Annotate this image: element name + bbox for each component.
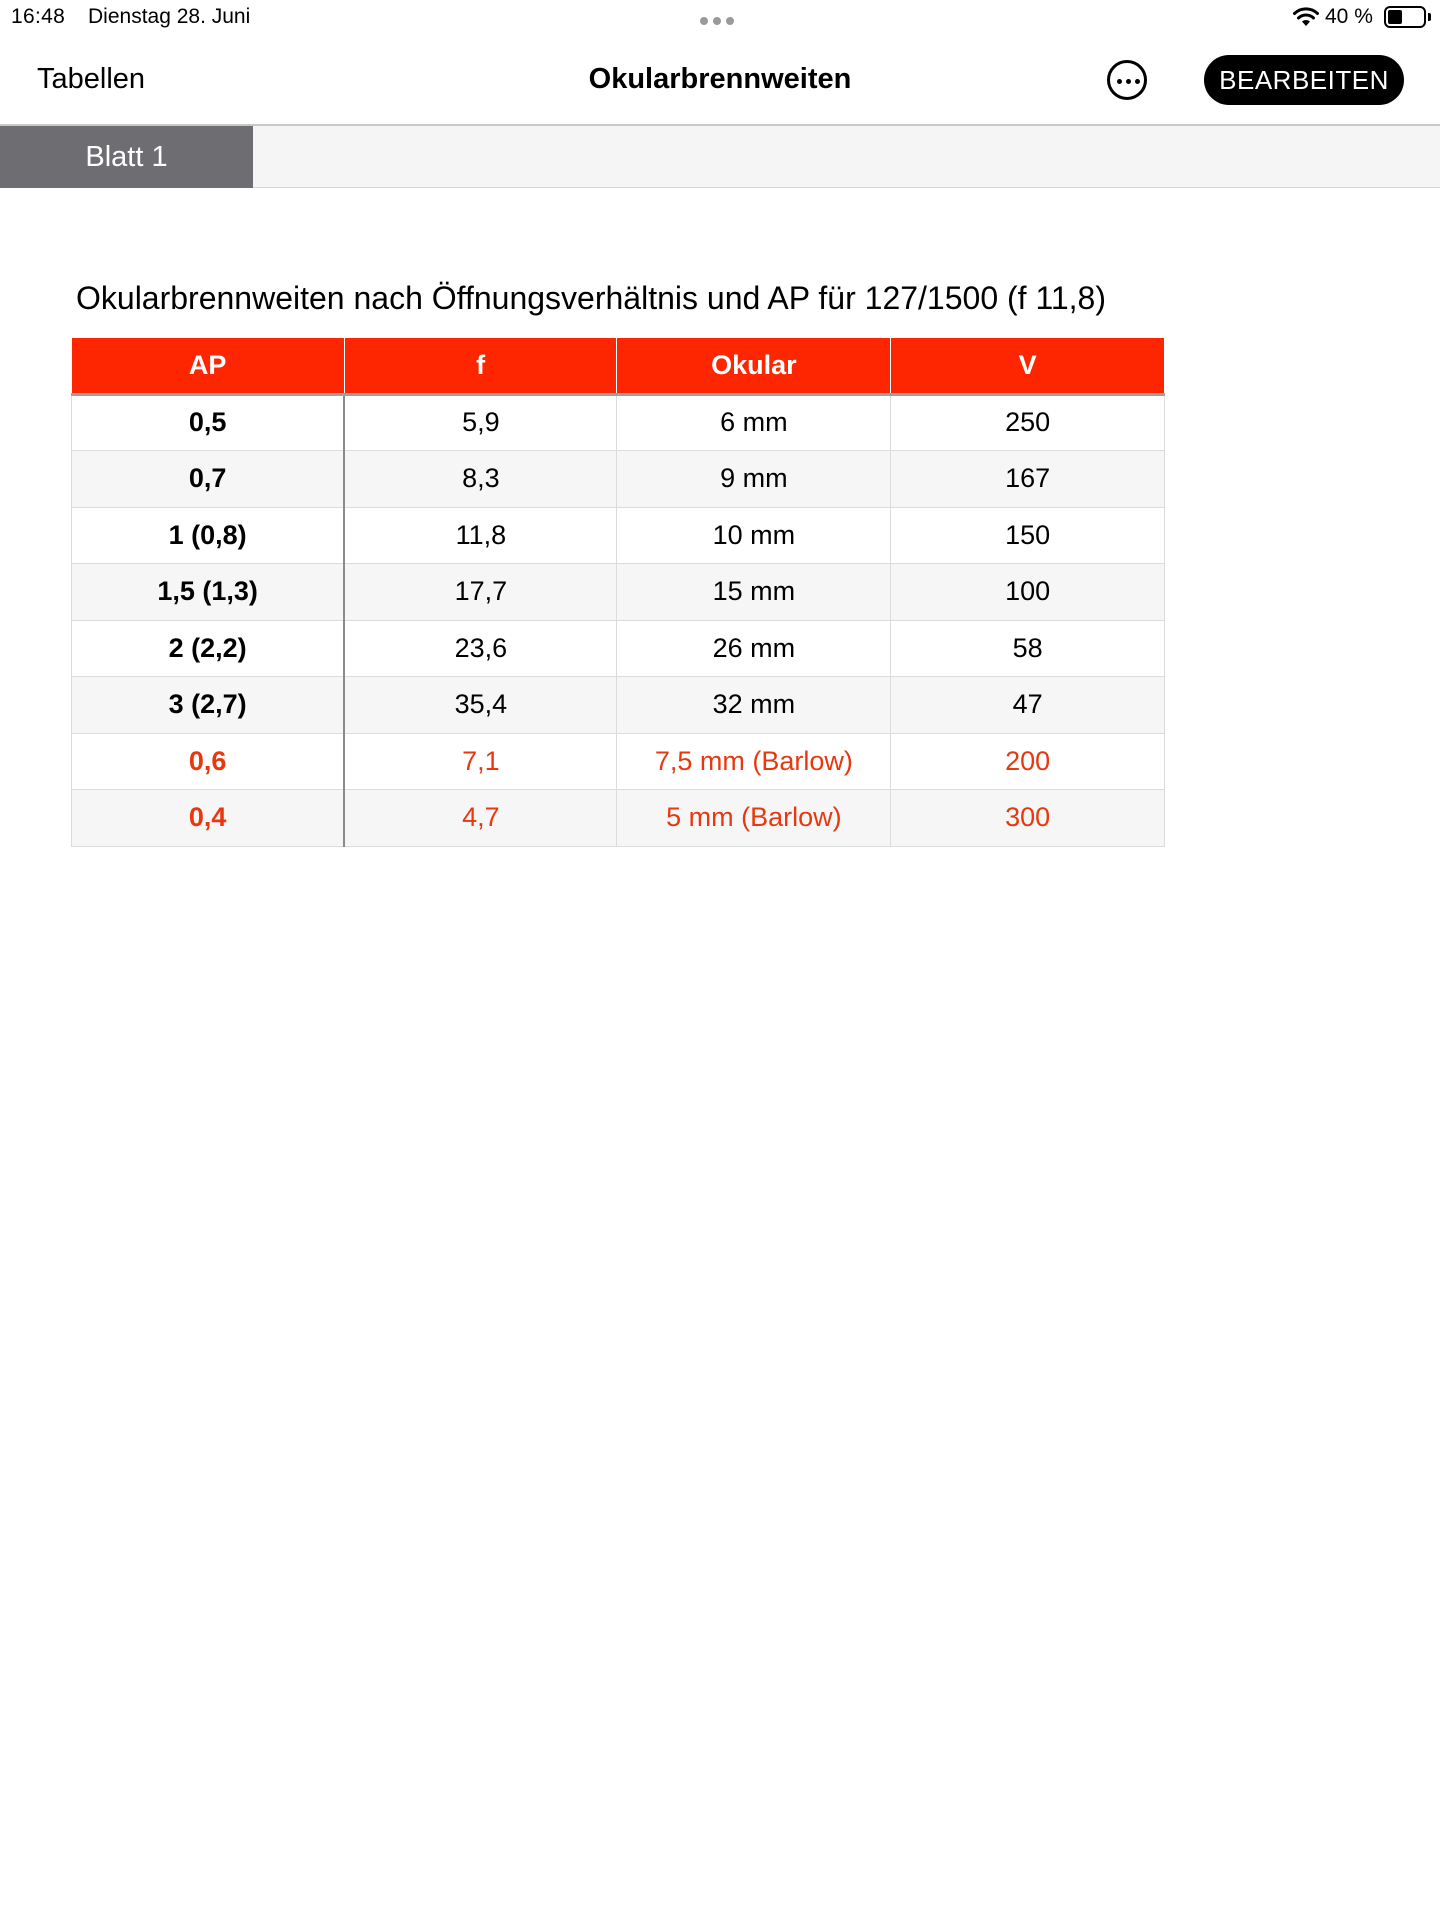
table-cell[interactable]: 6 mm <box>617 394 891 451</box>
table-cell[interactable]: 11,8 <box>344 507 617 564</box>
table-title: Okularbrennweiten nach Öffnungsverhältnis und AP für 127/1500 (f 11,8) <box>76 280 1106 316</box>
table-cell[interactable]: 2 (2,2) <box>72 620 345 677</box>
table-header-row <box>72 338 1165 394</box>
column-header-f[interactable]: f <box>344 338 617 394</box>
table-cell[interactable]: 150 <box>891 507 1165 564</box>
table-cell[interactable]: 7,1 <box>344 733 617 790</box>
table-cell[interactable]: 7,5 mm (Barlow) <box>617 733 891 790</box>
status-time: 16:48 <box>11 5 66 28</box>
table-cell[interactable]: 300 <box>891 790 1165 847</box>
table-cell[interactable]: 1 (0,8) <box>72 507 345 564</box>
table-cell[interactable]: 1,5 (1,3) <box>72 564 345 621</box>
table-body <box>72 394 1165 846</box>
table-cell[interactable]: 0,7 <box>72 451 345 508</box>
table-cell[interactable]: 35,4 <box>344 677 617 734</box>
column-header-okular[interactable]: Okular <box>617 338 891 394</box>
table-row <box>72 451 1165 508</box>
table-cell[interactable]: 17,7 <box>344 564 617 621</box>
table-cell[interactable]: 32 mm <box>617 677 891 734</box>
table-cell[interactable]: 47 <box>891 677 1165 734</box>
multitasking-dots-icon[interactable] <box>700 17 734 25</box>
sheet-tab-bar <box>0 124 1440 188</box>
table-row <box>72 507 1165 564</box>
table-cell[interactable]: 0,6 <box>72 733 345 790</box>
table-cell[interactable]: 3 (2,7) <box>72 677 345 734</box>
table-cell[interactable]: 23,6 <box>344 620 617 677</box>
wifi-icon <box>1292 6 1320 28</box>
table-cell[interactable]: 0,4 <box>72 790 345 847</box>
battery-cap <box>1428 13 1431 21</box>
battery-icon <box>1384 6 1426 28</box>
table-cell[interactable]: 250 <box>891 394 1165 451</box>
table-cell[interactable]: 5 mm (Barlow) <box>617 790 891 847</box>
status-bar <box>0 0 1440 36</box>
table-cell[interactable]: 15 mm <box>617 564 891 621</box>
page-title: Okularbrennweiten <box>588 63 852 95</box>
table-cell[interactable]: 167 <box>891 451 1165 508</box>
table-cell[interactable]: 5,9 <box>344 394 617 451</box>
back-button-tabellen[interactable]: Tabellen <box>37 63 146 95</box>
table-cell[interactable]: 8,3 <box>344 451 617 508</box>
table-cell[interactable]: 58 <box>891 620 1165 677</box>
navigation-bar <box>0 36 1440 124</box>
table-row <box>72 733 1165 790</box>
table-row <box>72 790 1165 847</box>
more-options-icon[interactable] <box>1107 60 1147 100</box>
table-cell[interactable]: 4,7 <box>344 790 617 847</box>
table-cell[interactable]: 0,5 <box>72 394 345 451</box>
table-row <box>72 394 1165 451</box>
table-row <box>72 677 1165 734</box>
table-cell[interactable]: 10 mm <box>617 507 891 564</box>
status-date: Dienstag 28. Juni <box>88 5 251 28</box>
table-row <box>72 620 1165 677</box>
data-table[interactable] <box>71 338 1165 847</box>
battery-percentage: 40 % <box>1325 5 1373 28</box>
column-header-v[interactable]: V <box>891 338 1165 394</box>
table-cell[interactable]: 9 mm <box>617 451 891 508</box>
table-cell[interactable]: 200 <box>891 733 1165 790</box>
edit-button[interactable]: BEARBEITEN <box>1204 55 1404 105</box>
table-cell[interactable]: 26 mm <box>617 620 891 677</box>
sheet-tab-blatt-1[interactable]: Blatt 1 <box>0 126 253 188</box>
column-header-ap[interactable]: AP <box>72 338 345 394</box>
table-row <box>72 564 1165 621</box>
table-cell[interactable]: 100 <box>891 564 1165 621</box>
